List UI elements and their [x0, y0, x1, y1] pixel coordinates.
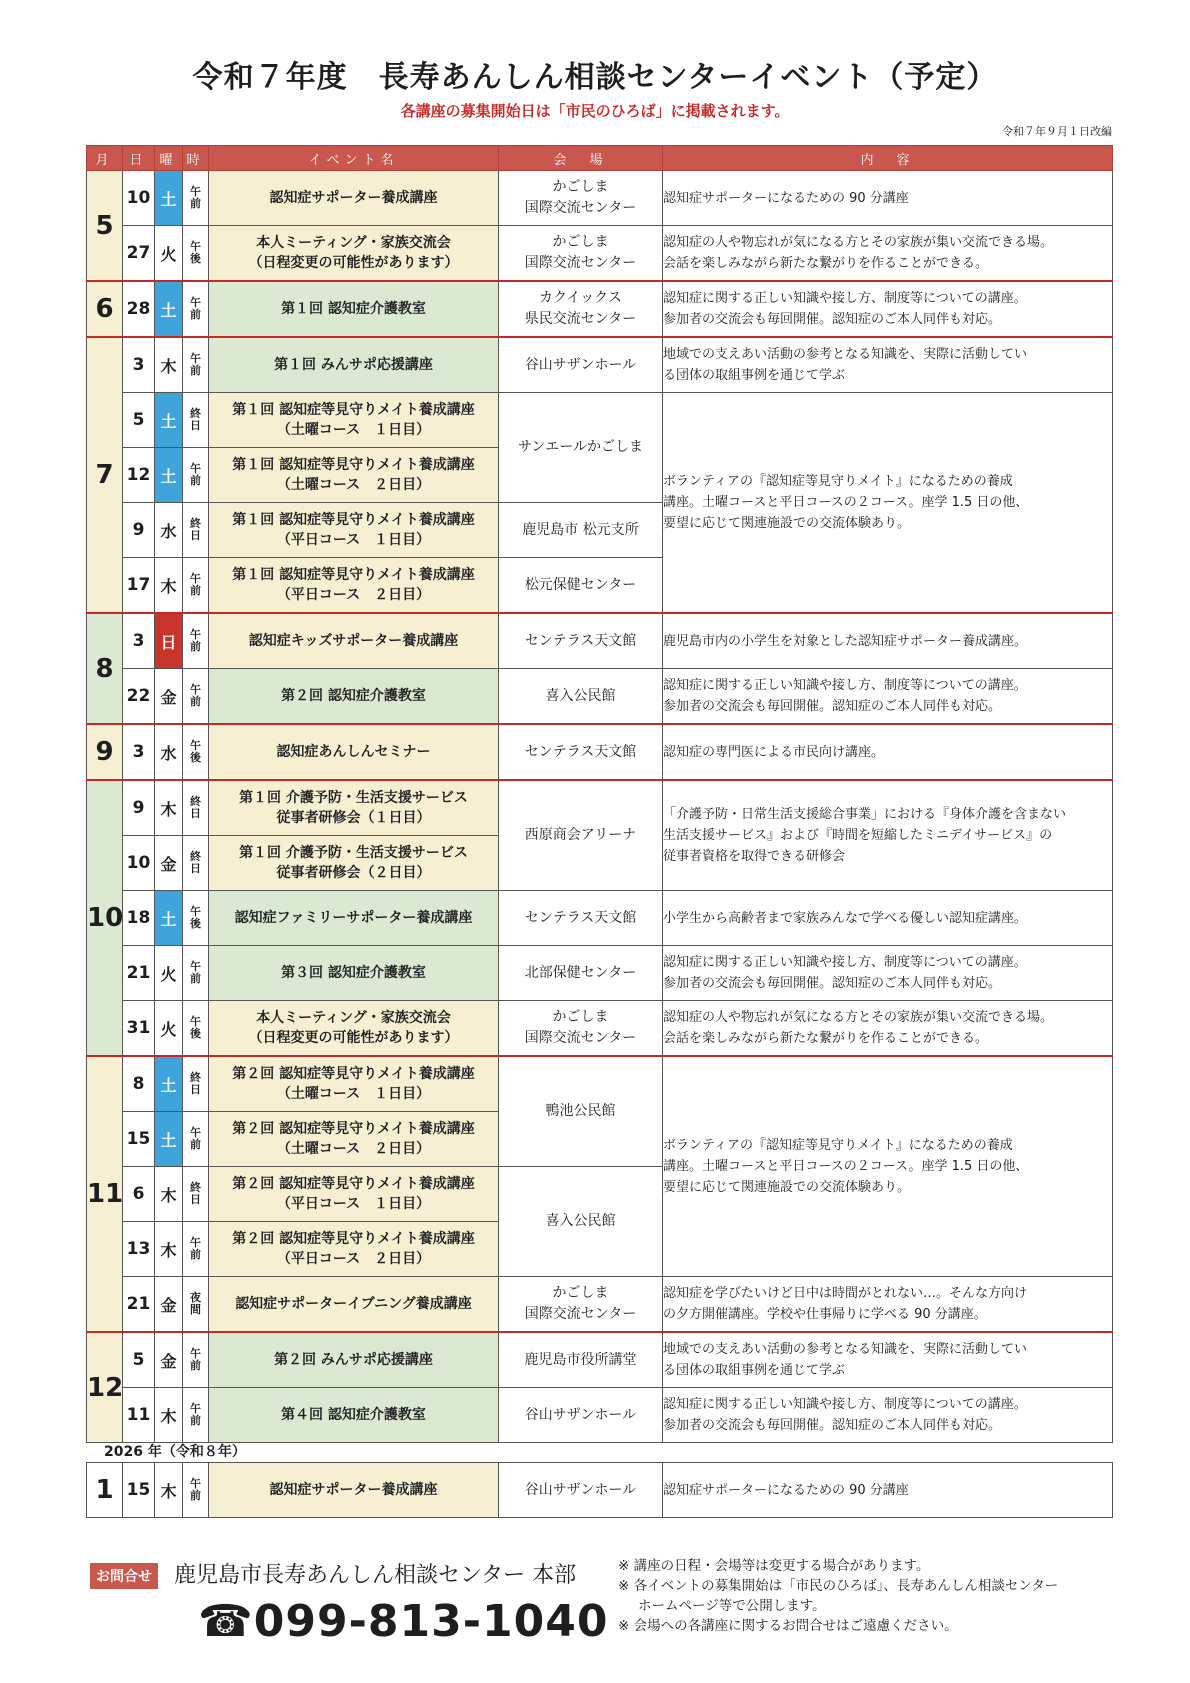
table-row: [87, 1388, 1113, 1443]
day-cell: 3: [123, 337, 155, 393]
description-cell: 認知症の人や物忘れが気になる方とその家族が集い交流できる場。 会話を楽しみながら新たな繋がりを作ることができる。: [663, 1001, 1113, 1057]
time-cell: 終 日: [183, 1056, 209, 1112]
revision-date: 令和７年９月１日改編: [1002, 125, 1112, 138]
month-cell: 10: [87, 780, 123, 1056]
venue-cell: 鴨池公民館: [499, 1056, 663, 1167]
time-cell: 午 前: [183, 171, 209, 226]
event-name: 第１回 介護予防・生活支援サービス 従事者研修会（１日目）: [209, 780, 499, 836]
month-cell: 11: [87, 1056, 123, 1332]
event-name: 認知症サポーター養成講座: [209, 1463, 499, 1518]
weekday-cell: 土: [155, 393, 183, 448]
weekday-cell: 火: [155, 226, 183, 282]
table-row: [87, 1277, 1113, 1333]
description-cell: 地域での支えあい活動の参考となる知識を、実際に活動してい る団体の取組事例を通じて学ぶ: [663, 337, 1113, 393]
day-cell: 5: [123, 393, 155, 448]
note-line: ※ 講座の日程・会場等は変更する場合があります。: [618, 1558, 930, 1574]
day-cell: 3: [123, 613, 155, 669]
table-row: [87, 780, 1113, 836]
table-row: [87, 1332, 1113, 1388]
day-cell: 15: [123, 1112, 155, 1167]
page-subtitle: 各講座の募集開始日は「市民のひろば」に掲載されます。: [400, 102, 790, 120]
weekday-cell: 木: [155, 1388, 183, 1443]
venue-cell: 喜入公民館: [499, 669, 663, 725]
day-cell: 27: [123, 226, 155, 282]
time-cell: 午 前: [183, 281, 209, 337]
event-name: 認知症サポーターイブニング養成講座: [209, 1277, 499, 1333]
venue-cell: 北部保健センター: [499, 946, 663, 1001]
col-weekday: 曜: [155, 146, 183, 171]
venue-cell: サンエールかごしま: [499, 393, 663, 503]
year-2026-label: 2026 年（令和８年）: [104, 1444, 246, 1460]
event-schedule-2026-table: [86, 1462, 1113, 1518]
time-cell: 午 前: [183, 1222, 209, 1277]
event-name: 本人ミーティング・家族交流会 （日程変更の可能性があります）: [209, 1001, 499, 1057]
time-cell: 午 前: [183, 1332, 209, 1388]
event-name: 第２回 認知症等見守りメイト養成講座 （土曜コース １日目）: [209, 1056, 499, 1112]
description-cell: 「介護予防・日常生活支援総合事業」における『身体介護を含まない 生活支援サービス』および『時間を短縮したミニデイサービス』の 従事者資格を取得できる研修会: [663, 780, 1113, 891]
time-cell: 午 前: [183, 558, 209, 614]
venue-cell: 松元保健センター: [499, 558, 663, 614]
col-venue: 会 場: [499, 146, 663, 171]
time-cell: 午 前: [183, 1112, 209, 1167]
table-row: [87, 891, 1113, 946]
event-name: 第１回 認知症等見守りメイト養成講座 （土曜コース ２日目）: [209, 448, 499, 503]
event-name: 本人ミーティング・家族交流会 （日程変更の可能性があります）: [209, 226, 499, 282]
time-cell: 終 日: [183, 780, 209, 836]
event-name: 第１回 認知症介護教室: [209, 281, 499, 337]
table-row: [87, 946, 1113, 1001]
time-cell: 午 前: [183, 669, 209, 725]
col-time: 時: [183, 146, 209, 171]
day-cell: 15: [123, 1463, 155, 1518]
col-month: 月: [87, 146, 123, 171]
weekday-cell: 木: [155, 1463, 183, 1518]
weekday-cell: 土: [155, 448, 183, 503]
table-row: [87, 226, 1113, 282]
day-cell: 12: [123, 448, 155, 503]
event-name: 認知症サポーター養成講座: [209, 171, 499, 226]
day-cell: 3: [123, 724, 155, 780]
contact-badge: お問合せ: [90, 1563, 158, 1589]
venue-cell: かごしま 国際交流センター: [499, 226, 663, 282]
weekday-cell: 金: [155, 669, 183, 725]
venue-cell: かごしま 国際交流センター: [499, 1001, 663, 1057]
event-name: 認知症ファミリーサポーター養成講座: [209, 891, 499, 946]
event-name: 第２回 認知症等見守りメイト養成講座 （平日コース ２日目）: [209, 1222, 499, 1277]
contact-phone[interactable]: ☎099-813-1040: [198, 1596, 609, 1647]
weekday-cell: 日: [155, 613, 183, 669]
event-name: 第１回 認知症等見守りメイト養成講座 （土曜コース １日目）: [209, 393, 499, 448]
time-cell: 午 後: [183, 724, 209, 780]
description-cell: 認知症サポーターになるための 90 分講座: [663, 171, 1113, 226]
month-cell: 6: [87, 281, 123, 337]
venue-cell: かごしま 国際交流センター: [499, 171, 663, 226]
event-name: 第１回 介護予防・生活支援サービス 従事者研修会（２日目）: [209, 836, 499, 891]
venue-cell: 谷山サザンホール: [499, 1463, 663, 1518]
time-cell: 午 前: [183, 1463, 209, 1518]
event-name: 第４回 認知症介護教室: [209, 1388, 499, 1443]
venue-cell: センテラス天文館: [499, 613, 663, 669]
footer-notes: [618, 1556, 1058, 1636]
event-name: 第３回 認知症介護教室: [209, 946, 499, 1001]
event-name: 第２回 認知症等見守りメイト養成講座 （土曜コース ２日目）: [209, 1112, 499, 1167]
day-cell: 5: [123, 1332, 155, 1388]
day-cell: 10: [123, 171, 155, 226]
table-row: [87, 669, 1113, 725]
description-cell: 認知症に関する正しい知識や接し方、制度等についての講座。 参加者の交流会も毎回開催。認知症のご本人同伴も対応。: [663, 946, 1113, 1001]
description-cell: 鹿児島市内の小学生を対象とした認知症サポーター養成講座。: [663, 613, 1113, 669]
day-cell: 31: [123, 1001, 155, 1057]
venue-cell: 鹿児島市役所講堂: [499, 1332, 663, 1388]
note-line: ※ 各イベントの募集開始は「市民のひろば」、長寿あんしん相談センター: [618, 1578, 1059, 1594]
description-cell: 小学生から高齢者まで家族みんなで学べる優しい認知症講座。: [663, 891, 1113, 946]
time-cell: 終 日: [183, 836, 209, 891]
table-row: [87, 393, 1113, 448]
day-cell: 13: [123, 1222, 155, 1277]
table-row: [87, 337, 1113, 393]
description-cell: 認知症の人や物忘れが気になる方とその家族が集い交流できる場。 会話を楽しみながら新たな繋がりを作ることができる。: [663, 226, 1113, 282]
day-cell: 21: [123, 946, 155, 1001]
day-cell: 9: [123, 780, 155, 836]
day-cell: 6: [123, 1167, 155, 1222]
venue-cell: カクイックス 県民交流センター: [499, 281, 663, 337]
venue-cell: 谷山サザンホール: [499, 1388, 663, 1443]
event-name: 第１回 認知症等見守りメイト養成講座 （平日コース ２日目）: [209, 558, 499, 614]
weekday-cell: 土: [155, 1056, 183, 1112]
weekday-cell: 木: [155, 780, 183, 836]
description-cell: 認知症サポーターになるための 90 分講座: [663, 1463, 1113, 1518]
event-name: 第２回 みんサポ応援講座: [209, 1332, 499, 1388]
month-cell: 7: [87, 337, 123, 613]
table-header: [87, 146, 1113, 171]
event-name: 認知症キッズサポーター養成講座: [209, 613, 499, 669]
description-cell: ボランティアの『認知症等見守りメイト』になるための養成 講座。土曜コースと平日コースの２コース。座学 1.5 日の他、 要望に応じて関連施設での交流体験あり。: [663, 1056, 1113, 1277]
event-name: 第１回 認知症等見守りメイト養成講座 （平日コース １日目）: [209, 503, 499, 558]
event-name: 第２回 認知症介護教室: [209, 669, 499, 725]
month-cell: 12: [87, 1332, 123, 1443]
venue-cell: 西原商会アリーナ: [499, 780, 663, 891]
description-cell: 認知症に関する正しい知識や接し方、制度等についての講座。 参加者の交流会も毎回開催。認知症のご本人同伴も対応。: [663, 1388, 1113, 1443]
event-name: 第２回 認知症等見守りメイト養成講座 （平日コース １日目）: [209, 1167, 499, 1222]
page-title: 令和７年度 長寿あんしん相談センターイベント（予定）: [192, 60, 998, 95]
month-cell: 9: [87, 724, 123, 780]
table-row: [87, 613, 1113, 669]
venue-cell: 喜入公民館: [499, 1167, 663, 1277]
day-cell: 9: [123, 503, 155, 558]
table-row: [87, 1463, 1113, 1518]
weekday-cell: 木: [155, 558, 183, 614]
time-cell: 午 後: [183, 226, 209, 282]
day-cell: 18: [123, 891, 155, 946]
time-cell: 終 日: [183, 393, 209, 448]
weekday-cell: 水: [155, 503, 183, 558]
day-cell: 10: [123, 836, 155, 891]
time-cell: 午 前: [183, 337, 209, 393]
table-row: [87, 724, 1113, 780]
note-line: ※ 会場への各講座に関するお問合せはご遠慮ください。: [618, 1618, 958, 1634]
day-cell: 8: [123, 1056, 155, 1112]
time-cell: 終 日: [183, 503, 209, 558]
col-day: 日: [123, 146, 155, 171]
weekday-cell: 木: [155, 337, 183, 393]
note-line: ホームページ等で公開します。: [638, 1598, 826, 1614]
weekday-cell: 木: [155, 1167, 183, 1222]
event-name: 第１回 みんサポ応援講座: [209, 337, 499, 393]
description-cell: ボランティアの『認知症等見守りメイト』になるための養成 講座。土曜コースと平日コースの２コース。座学 1.5 日の他、 要望に応じて関連施設での交流体験あり。: [663, 393, 1113, 614]
venue-cell: センテラス天文館: [499, 724, 663, 780]
time-cell: 午 後: [183, 1001, 209, 1057]
day-cell: 17: [123, 558, 155, 614]
description-cell: 地域での支えあい活動の参考となる知識を、実際に活動してい る団体の取組事例を通じて学ぶ: [663, 1332, 1113, 1388]
weekday-cell: 金: [155, 836, 183, 891]
weekday-cell: 金: [155, 1277, 183, 1333]
time-cell: 夜 間: [183, 1277, 209, 1333]
time-cell: 午 前: [183, 946, 209, 1001]
venue-cell: 鹿児島市 松元支所: [499, 503, 663, 558]
time-cell: 午 前: [183, 448, 209, 503]
venue-cell: 谷山サザンホール: [499, 337, 663, 393]
col-content: 内 容: [663, 146, 1113, 171]
table-row: [87, 281, 1113, 337]
time-cell: 午 前: [183, 1388, 209, 1443]
description-cell: 認知症を学びたいけど日中は時間がとれない…。そんな方向け の夕方開催講座。学校や仕事帰りに学べる 90 分講座。: [663, 1277, 1113, 1333]
weekday-cell: 水: [155, 724, 183, 780]
contact-organization: 鹿児島市長寿あんしん相談センター 本部: [174, 1563, 577, 1588]
event-name: 認知症あんしんセミナー: [209, 724, 499, 780]
weekday-cell: 木: [155, 1222, 183, 1277]
weekday-cell: 火: [155, 946, 183, 1001]
weekday-cell: 土: [155, 891, 183, 946]
time-cell: 終 日: [183, 1167, 209, 1222]
event-schedule-table: [86, 145, 1113, 1443]
time-cell: 午 後: [183, 891, 209, 946]
venue-cell: かごしま 国際交流センター: [499, 1277, 663, 1333]
table-row: [87, 171, 1113, 226]
weekday-cell: 土: [155, 171, 183, 226]
day-cell: 22: [123, 669, 155, 725]
month-cell: 1: [87, 1463, 123, 1518]
weekday-cell: 金: [155, 1332, 183, 1388]
weekday-cell: 土: [155, 1112, 183, 1167]
weekday-cell: 土: [155, 281, 183, 337]
table-row: [87, 1056, 1113, 1112]
col-event-name: イベント名: [209, 146, 499, 171]
weekday-cell: 火: [155, 1001, 183, 1057]
time-cell: 午 前: [183, 613, 209, 669]
day-cell: 21: [123, 1277, 155, 1333]
day-cell: 28: [123, 281, 155, 337]
description-cell: 認知症に関する正しい知識や接し方、制度等についての講座。 参加者の交流会も毎回開催。認知症のご本人同伴も対応。: [663, 669, 1113, 725]
month-cell: 8: [87, 613, 123, 724]
month-cell: 5: [87, 171, 123, 282]
description-cell: 認知症の専門医による市民向け講座。: [663, 724, 1113, 780]
table-row: [87, 1001, 1113, 1057]
description-cell: 認知症に関する正しい知識や接し方、制度等についての講座。 参加者の交流会も毎回開催。認知症のご本人同伴も対応。: [663, 281, 1113, 337]
venue-cell: センテラス天文館: [499, 891, 663, 946]
day-cell: 11: [123, 1388, 155, 1443]
